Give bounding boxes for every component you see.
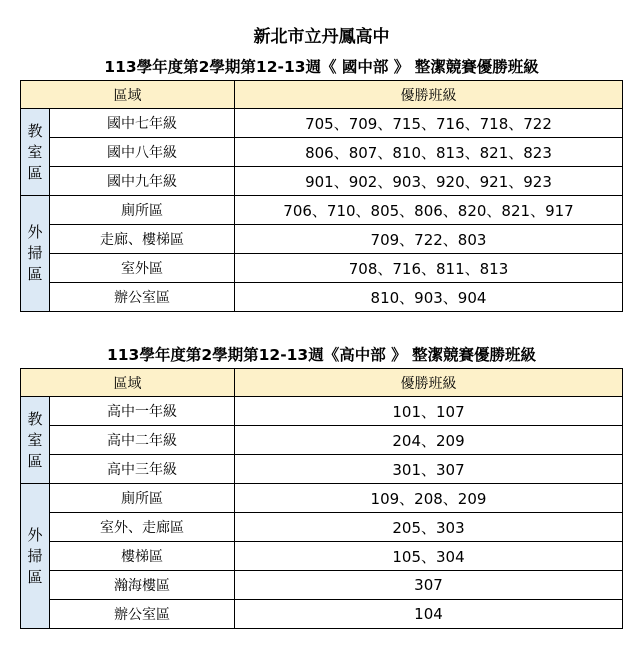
classes-cell: 901、902、903、920、921、923 — [235, 167, 623, 196]
group-label — [21, 484, 50, 629]
classes-cell: 204、209 — [235, 426, 623, 455]
group-label — [21, 397, 50, 484]
classes-cell: 105、304 — [235, 542, 623, 571]
classes-cell: 709、722、803 — [235, 225, 623, 254]
header-winners: 優勝班級 — [235, 369, 623, 397]
school-name: 新北市立丹鳳高中 — [253, 27, 390, 47]
area-cell: 瀚海樓區 — [50, 571, 235, 600]
classes-cell: 104 — [235, 600, 623, 629]
table-row — [21, 426, 623, 455]
classes-cell: 205、303 — [235, 513, 623, 542]
table-row — [21, 254, 623, 283]
table-header-row — [21, 369, 623, 397]
table-header-row — [21, 81, 623, 109]
table-row — [21, 484, 623, 513]
area-cell: 國中七年級 — [50, 109, 235, 138]
group-name: 外掃區 — [27, 223, 43, 283]
area-cell: 廁所區 — [50, 196, 235, 225]
classes-cell: 307 — [235, 571, 623, 600]
senior-title: 113學年度第2學期第12-13週《高中部 》 整潔競賽優勝班級 — [106, 346, 536, 364]
area-cell: 廁所區 — [50, 484, 235, 513]
area-cell: 辦公室區 — [50, 600, 235, 629]
group-label — [21, 196, 50, 312]
table-row — [21, 571, 623, 600]
table-row — [21, 455, 623, 484]
senior-results-table — [20, 368, 623, 629]
table-row — [21, 196, 623, 225]
table-row — [21, 283, 623, 312]
header-area: 區域 — [21, 369, 235, 397]
junior-results-table — [20, 80, 623, 312]
area-cell: 高中二年級 — [50, 426, 235, 455]
table-row — [21, 138, 623, 167]
table-row — [21, 513, 623, 542]
table-row — [21, 225, 623, 254]
classes-cell: 806、807、810、813、821、823 — [235, 138, 623, 167]
table-row — [21, 542, 623, 571]
header-winners: 優勝班級 — [235, 81, 623, 109]
area-cell: 國中九年級 — [50, 167, 235, 196]
classes-cell: 706、710、805、806、820、821、917 — [235, 196, 623, 225]
table-row — [21, 109, 623, 138]
table-row — [21, 397, 623, 426]
area-cell: 樓梯區 — [50, 542, 235, 571]
classes-cell: 810、903、904 — [235, 283, 623, 312]
area-cell: 國中八年級 — [50, 138, 235, 167]
group-name: 外掃區 — [27, 525, 43, 586]
classes-cell: 109、208、209 — [235, 484, 623, 513]
group-label — [21, 109, 50, 196]
group-name: 教室區 — [27, 121, 43, 182]
area-cell: 室外區 — [50, 254, 235, 283]
area-cell: 高中一年級 — [50, 397, 235, 426]
header-area: 區域 — [21, 81, 235, 109]
classes-cell: 705、709、715、716、718、722 — [235, 109, 623, 138]
group-name: 教室區 — [27, 409, 43, 470]
table-row — [21, 600, 623, 629]
classes-cell: 301、307 — [235, 455, 623, 484]
area-cell: 室外、走廊區 — [50, 513, 235, 542]
area-cell: 走廊、樓梯區 — [50, 225, 235, 254]
table-row — [21, 167, 623, 196]
area-cell: 辦公室區 — [50, 283, 235, 312]
junior-title: 113學年度第2學期第12-13週《 國中部 》 整潔競賽優勝班級 — [104, 58, 539, 76]
classes-cell: 101、107 — [235, 397, 623, 426]
classes-cell: 708、716、811、813 — [235, 254, 623, 283]
area-cell: 高中三年級 — [50, 455, 235, 484]
